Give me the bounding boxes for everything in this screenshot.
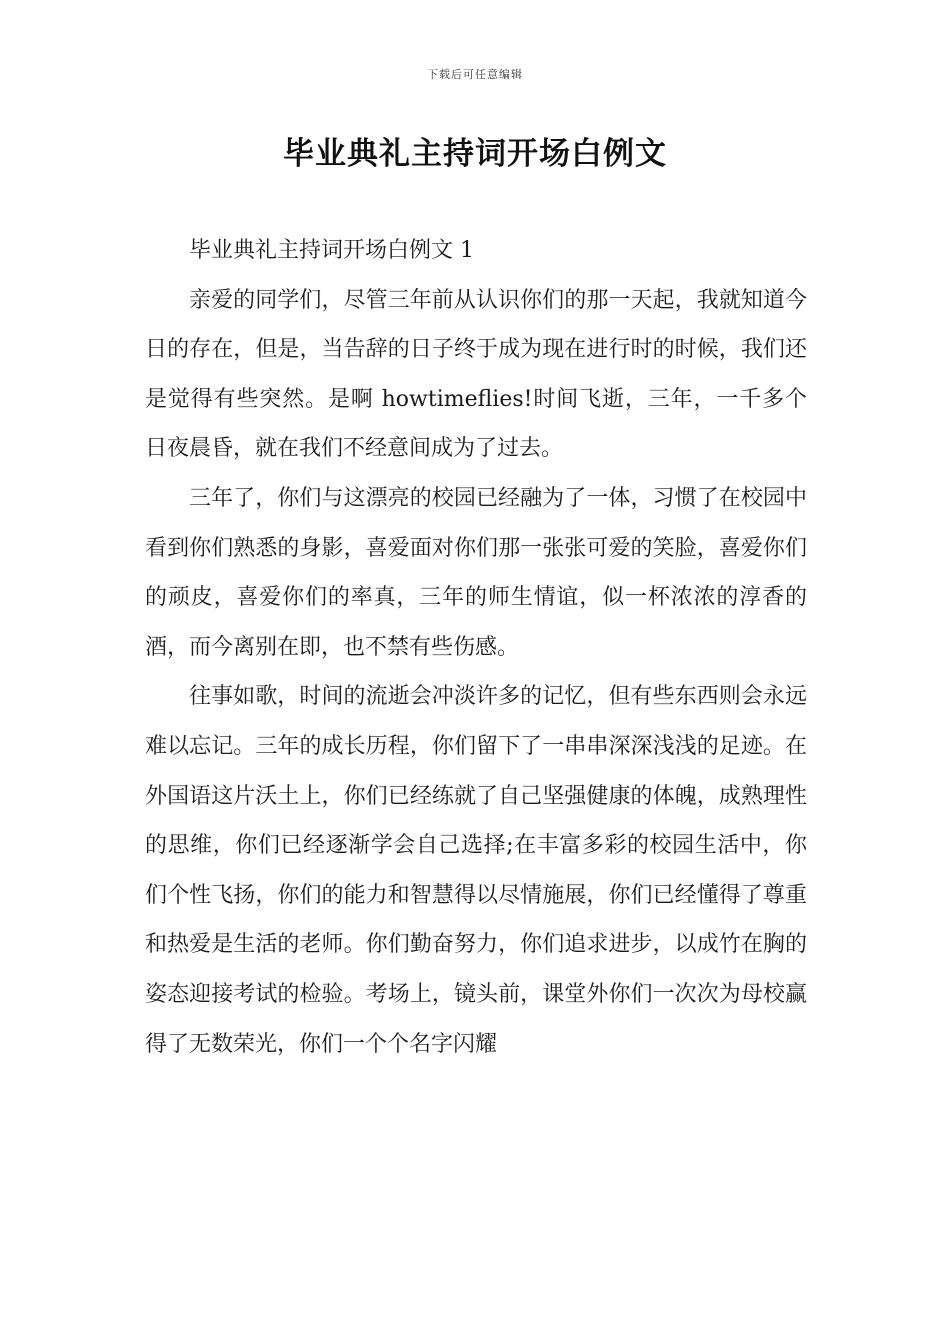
section-heading: 毕业典礼主持词开场白例文 1 xyxy=(189,238,474,263)
paragraph-2: 三年了，你们与这漂亮的校园已经融为了一体，习惯了在校园中看到你们熟悉的身影，喜爱面对你们那一张张可爱的笑脸，喜爱你们的顽皮，喜爱你们的率真，三年的师生情谊，似一杯浓浓的淳香的酒，而今离别在即，也不禁有些伤感。 xyxy=(145,485,807,660)
paragraph-3: 往事如歌，时间的流逝会冲淡许多的记忆，但有些东西则会永远难以忘记。三年的成长历程，你们留下了一串串深深浅浅的足迹。在外国语这片沃土上，你们已经练就了自己坚强健康的体魄，成熟理性的思维，你们已经逐渐学会自己选择;在丰富多彩的校园生活中，你们个性飞扬，你们的能力和智慧得以尽情施展，你们已经懂得了尊重和热爱是生活的老师。你们勤奋努力，你们追求进步，以成竹在胸的姿态迎接考试的检验。考场上，镜头前，课堂外你们一次次为母校赢得了无数荣光，你们一个个名字闪耀 xyxy=(145,684,807,1057)
document-title: 毕业典礼主持词开场白例文 xyxy=(283,136,667,172)
document-body xyxy=(145,226,807,1069)
header-note: 下载后可任意编辑 xyxy=(427,68,523,81)
paragraph-1: 亲爱的同学们，尽管三年前从认识你们的那一天起，我就知道今日的存在，但是，当告辞的日子终于成为现在进行时的时候，我们还是觉得有些突然。是啊 howtimeflies!时间飞逝，三年，一千多个日夜晨昏，就在我们不经意间成为了过去。 xyxy=(145,287,807,462)
